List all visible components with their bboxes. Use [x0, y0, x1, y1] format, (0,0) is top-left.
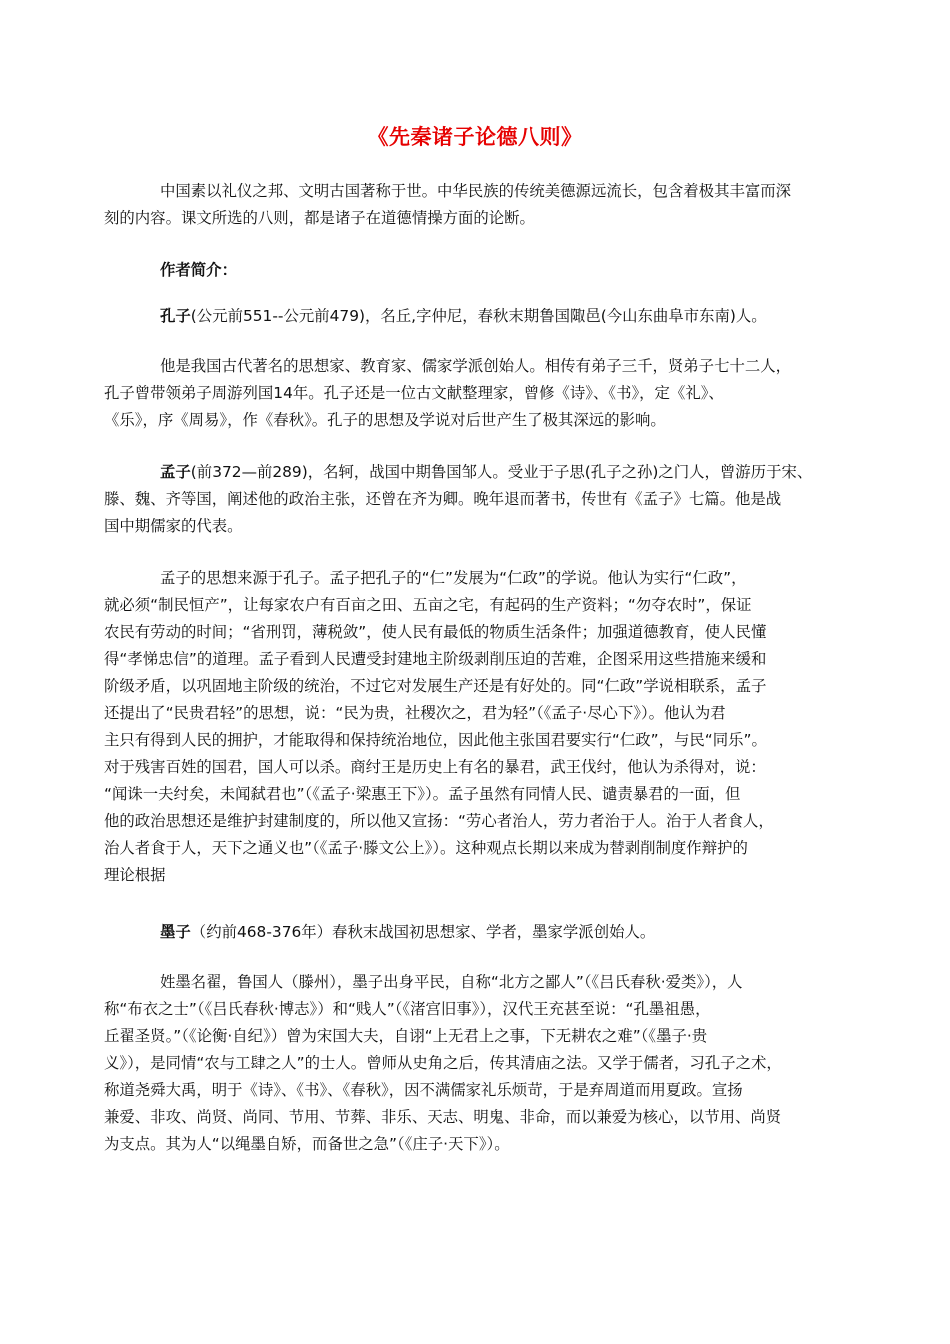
text-line: 姓墨名翟，鲁国人（滕州），墨子出身平民，自称“北方之鄙人”（《吕氏春秋·爱类》），人: [160, 973, 743, 991]
kongzi-detail-paragraph: [104, 353, 866, 434]
text-line: 国中期儒家的代表。: [104, 517, 243, 535]
mozi-detail-paragraph: [104, 969, 866, 1158]
text-line: 孟子的思想来源于孔子。孟子把孔子的“仁”发展为“仁政”的学说。他认为实行“仁政”，: [160, 569, 747, 587]
text-line: 为支点。其为人“以绳墨自矫，而备世之急”（《庄子·天下》）。: [104, 1135, 510, 1153]
intro-paragraph: [104, 178, 866, 232]
mengzi-name: 孟子: [160, 463, 191, 481]
text-line: [104, 919, 866, 946]
text-line: 《乐》，序《周易》，作《春秋》。孔子的思想及学说对后世产生了极其深远的影响。: [104, 411, 666, 429]
text-line: [104, 459, 866, 486]
author-section-heading-block: [104, 257, 866, 284]
text-line: 义》），是同情“农与工肆之人”的士人。曾师从史角之后，传其清庙之法。又学于儒者，习孔子之术，: [104, 1054, 782, 1072]
text-line: “闻诛一夫纣矣，未闻弑君也”（《孟子·梁惠王下》）。孟子虽然有同情人民、谴责暴君的一面，但: [104, 785, 741, 803]
mozi-name: 墨子: [160, 923, 191, 941]
text-line: 阶级矛盾，以巩固地主阶级的统治，不过它对发展生产还是有好处的。同“仁政”学说相联系，孟子: [104, 677, 767, 695]
text-line: 他是我国古代著名的思想家、教育家、儒家学派创始人。相传有弟子三千，贤弟子七十二人，: [160, 357, 792, 375]
mengzi-detail-paragraph: [104, 565, 866, 889]
text-line: 对于残害百姓的国君，国人可以杀。商纣王是历史上有名的暴君，武王伐纣，他认为杀得对，说：: [104, 758, 766, 776]
mengzi-intro-text: (前372—前289)，名轲，战国中期鲁国邹人。受业于子思(孔子之孙)之门人，曾游历于宋、: [190, 463, 813, 481]
text-line: 滕、魏、齐等国，阐述他的政治主张，还曾在齐为卿。晚年退而著书，传世有《孟子》七篇。他是战: [104, 490, 782, 508]
text-line: [104, 303, 866, 330]
mozi-intro-paragraph: [104, 919, 866, 946]
text-line: 治人者食于人，天下之通义也”（《孟子·滕文公上》）。这种观点长期以来成为替剥削制度作辩护的: [104, 839, 748, 857]
text-line: 就必须“制民恒产”，让每家农户有百亩之田、五亩之宅，有起码的生产资料；“勿夺农时”，保证: [104, 596, 752, 614]
text-line: 称道尧舜大禹，明于《诗》、《书》、《春秋》，因不满儒家礼乐烦苛，于是弃周道而用夏政。宣扬: [104, 1081, 743, 1099]
author-section-heading: 作者简介：: [160, 261, 237, 279]
text-line: 刻的内容。课文所选的八则，都是诸子在道德情操方面的论断。: [104, 209, 535, 227]
text-line: 兼爱、非攻、尚贤、尚同、节用、节葬、非乐、天志、明鬼、非命，而以兼爱为核心，以节用、尚贤: [104, 1108, 782, 1126]
text-line: 中国素以礼仪之邦、文明古国著称于世。中华民族的传统美德源远流长，包含着极其丰富而深: [160, 182, 792, 200]
kongzi-intro-paragraph: [104, 303, 866, 330]
mozi-intro-text: （约前468-376年）春秋末战国初思想家、学者，墨家学派创始人。: [190, 923, 656, 941]
text-line: 理论根据: [104, 866, 166, 884]
text-line: 主只有得到人民的拥护，才能取得和保持统治地位，因此他主张国君要实行“仁政”，与民“同乐”。: [104, 731, 767, 749]
kongzi-name: 孔子: [160, 307, 191, 325]
document-title: 《先秦诸子论德八则》: [367, 125, 583, 149]
mengzi-intro-paragraph: [104, 459, 866, 540]
text-line: 孔子曾带领弟子周游列国14年。孔子还是一位古文献整理家，曾修《诗》、《书》，定《礼》、: [104, 384, 724, 402]
text-line: 得“孝悌忠信”的道理。孟子看到人民遭受封建地主阶级剥削压迫的苦难，企图采用这些措施来缓和: [104, 650, 767, 668]
text-line: 农民有劳动的时间；“省刑罚，薄税敛”，使人民有最低的物质生活条件；加强道德教育，使人民懂: [104, 623, 767, 641]
text-line: 他的政治思想还是维护封建制度的，所以他又宣扬：“劳心者治人，劳力者治于人。治于人者食人，: [104, 812, 774, 830]
text-line: 称“布衣之士”（《吕氏春秋·博志》）和“贱人”（《渚宫旧事》），汉代王充甚至说：“孔墨祖愚，: [104, 1000, 711, 1018]
text-line: 丘翟圣贤。”（《论衡·自纪》）曾为宋国大夫，自诩“上无君上之事，下无耕农之难”（《墨子·贵: [104, 1027, 708, 1045]
text-line: 还提出了“民贵君轻”的思想，说：“民为贵，社稷次之，君为轻”（《孟子·尽心下》）。他认为君: [104, 704, 726, 722]
kongzi-intro-text: (公元前551--公元前479)，名丘,字仲尼，春秋末期鲁国陬邑(今山东曲阜市东南)人。: [190, 307, 767, 325]
